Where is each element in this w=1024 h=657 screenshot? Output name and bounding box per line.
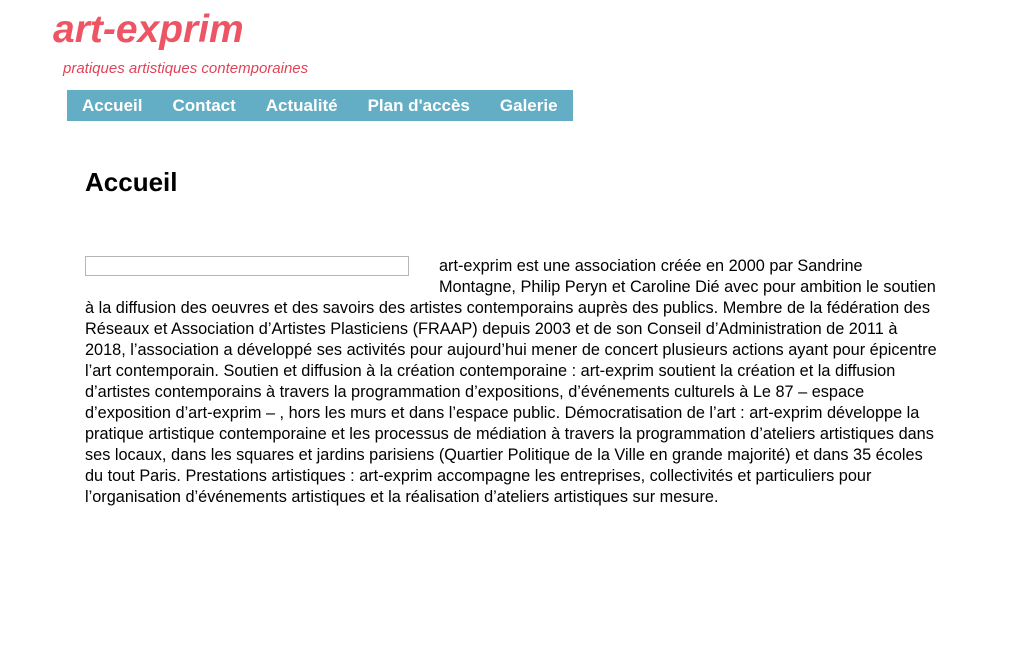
nav-item-actualite[interactable]: Actualité (265, 96, 338, 115)
site-title-link[interactable]: art-exprim (53, 8, 244, 51)
main-nav (67, 90, 573, 121)
page-content (85, 256, 941, 508)
nav-item-plan-acces[interactable]: Plan d'accès (367, 96, 470, 115)
image-placeholder (85, 256, 409, 276)
page-title: Accueil (85, 167, 178, 197)
nav-item-contact[interactable]: Contact (172, 96, 236, 115)
site-tagline: pratiques artistiques contemporaines (63, 60, 309, 77)
intro-paragraph: art-exprim est une association créée en 2000 par Sandrine Montagne, Philip Peryn et Caroline Dié avec pour ambition le soutien à la diffusion des oeuvres et des savoirs des artistes contemporains auprès des publics. Membre de la fédération des Réseaux et Association d’Artistes Plasticiens (FRAAP) depuis 2003 et de son Conseil d’Administration de 2011 à 2018, l’association a développé ses activités pour aujourd’hui mener de concert plusieurs actions ayant pour épicentre l’art contemporain. Soutien et diffusion à la création contemporaine : art-exprim soutient la création et la diffusion d’artistes contemporains à travers la programmation d’expositions, d’événements culturels à Le 87 – espace d’exposition d’art-exprim – , hors les murs et dans l’espace public. Démocratisation de l’art : art-exprim développe la pratique artistique contemporaine et les processus de médiation à travers la programmation d’ateliers artistiques dans ses locaux, dans les squares et jardins parisiens (Quartier Politique de la Ville en grande majorité) et dans 35 écoles du tout Paris. Prestations artistiques : art-exprim accompagne les entreprises, collectivités et particuliers pour l’organisation d’événements artistiques et la réalisation d’ateliers artistiques sur mesure. (85, 257, 937, 506)
nav-item-galerie[interactable]: Galerie (499, 96, 558, 115)
nav-item-accueil[interactable]: Accueil (82, 96, 143, 115)
